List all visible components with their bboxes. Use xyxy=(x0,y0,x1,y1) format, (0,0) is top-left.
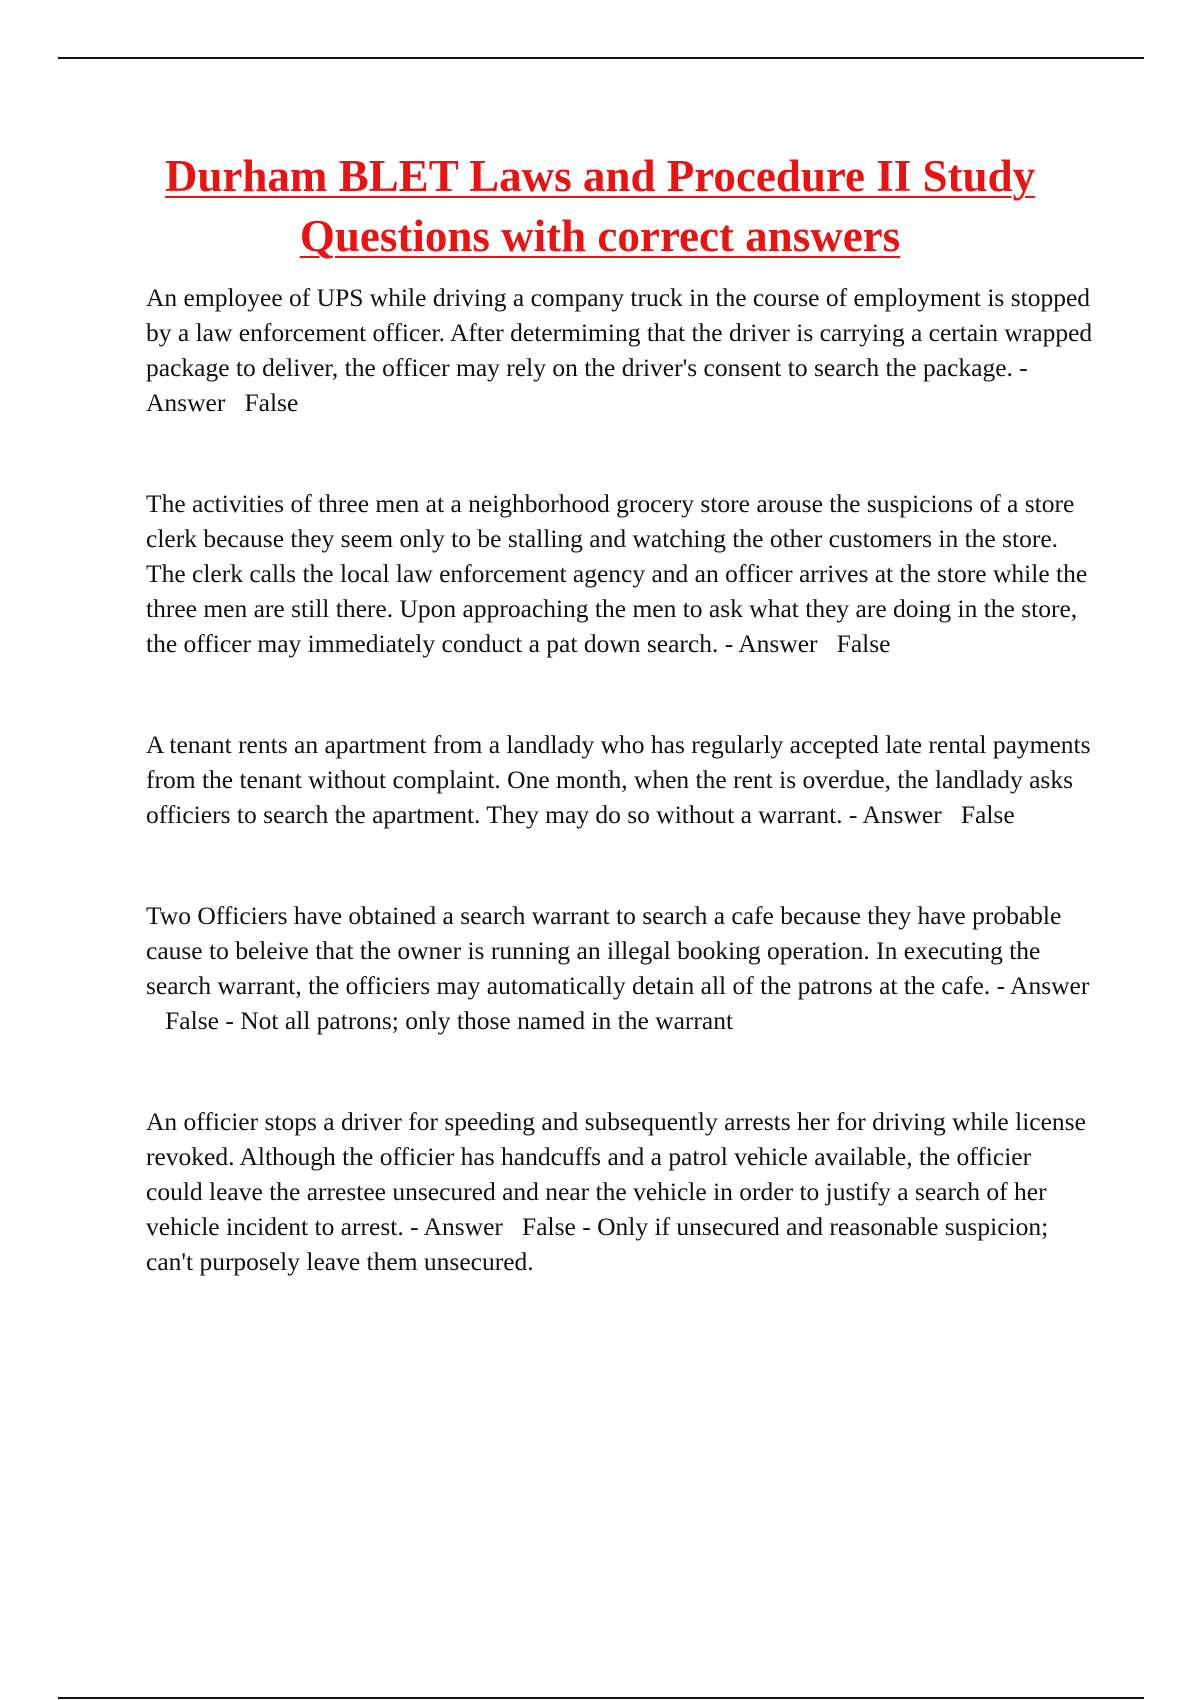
qa-item-1 xyxy=(146,280,1094,420)
document-title: Durham BLET Laws and Procedure II Study Questions with correct answers xyxy=(164,151,1036,261)
answer-label: - Answer xyxy=(718,629,817,658)
answer-label: - Answer xyxy=(990,971,1089,1000)
answer-label: - Answer xyxy=(404,1212,503,1241)
answer-text xyxy=(503,1212,522,1241)
question-text: A tenant rents an apartment from a landlady who has regularly accepted late rental payments from the tenant without complaint. One month, when the rent is overdue, the landlady asks officiers to search the apartment. They may do so without a warrant. xyxy=(146,730,1091,829)
top-rule xyxy=(58,57,1144,59)
qa-item-2 xyxy=(146,486,1094,661)
question-text: An officier stops a driver for speeding and subsequently arrests her for driving while license revoked. Although the officier has handcuffs and a patrol vehicle available, the officier could leave the arrestee unsecured and near the vehicle in order to justify a search of her vehicle incident to arrest. xyxy=(146,1107,1086,1241)
answer-value: False xyxy=(836,629,891,658)
answer-value: False xyxy=(960,800,1015,829)
qa-item-4 xyxy=(146,898,1094,1038)
answer-value: False xyxy=(244,388,299,417)
bottom-rule xyxy=(58,1697,1144,1699)
answer-value: False - Not all patrons; only those named in the warrant xyxy=(165,1006,734,1035)
qa-item-3 xyxy=(146,727,1094,832)
answer-text xyxy=(818,629,891,658)
qa-item-5 xyxy=(146,1104,1094,1279)
answer-label: - Answer xyxy=(146,353,1028,417)
question-text: Two Officiers have obtained a search warrant to search a cafe because they have probable cause to beleive that the owner is running an illegal booking operation. In executing the search warrant, the officiers may automatically detain all of the patrons at the cafe. xyxy=(146,901,1062,1000)
qa-list xyxy=(146,280,1094,1279)
answer-text xyxy=(225,388,298,417)
question-text: An employee of UPS while driving a company truck in the course of employment is stopped by a law enforcement officer. After determiming that the driver is carrying a certain wrapped package to deliver, the officer may rely on the driver's consent to search the package. xyxy=(146,283,1093,382)
answer-text xyxy=(942,800,1015,829)
answer-label: - Answer xyxy=(843,800,942,829)
answer-value: False - Only if unsecured and reasonable suspicion; can't purposely leave them unsecured. xyxy=(146,1212,1049,1276)
answer-text xyxy=(146,1006,165,1035)
question-text: The activities of three men at a neighborhood grocery store arouse the suspicions of a store clerk because they seem only to be stalling and watching the other customers in the store. The clerk calls the local law enforcement agency and an officer arrives at the store while the three men are still there. Upon approaching the men to ask what they are doing in the store, the officer may immediately conduct a pat down search. xyxy=(146,489,1088,658)
